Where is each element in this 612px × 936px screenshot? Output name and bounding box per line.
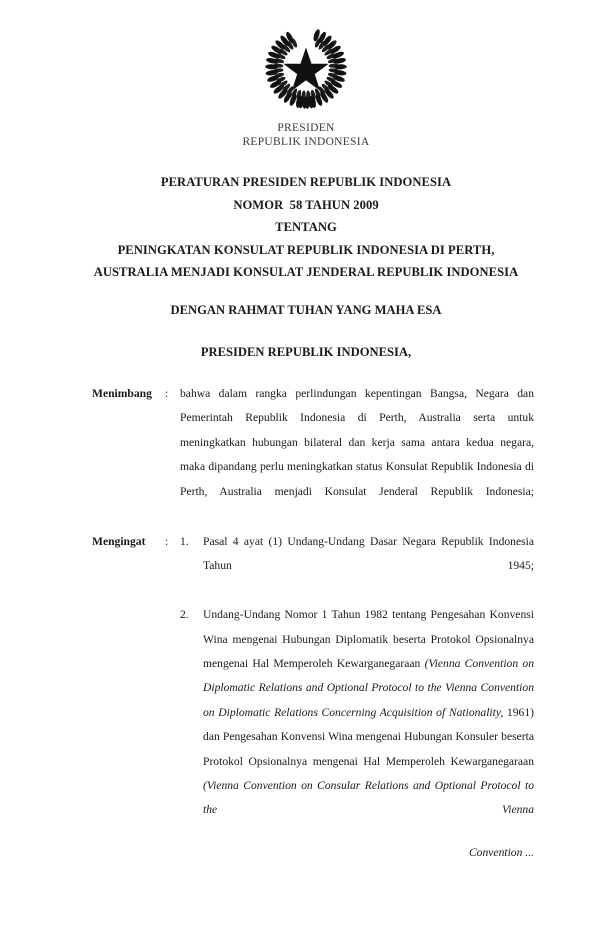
mengingat-list — [180, 530, 534, 847]
heading-presiden-republik-indonesia: PRESIDEN REPUBLIK INDONESIA, — [200, 345, 412, 359]
clause-colon-mengingat: : — [165, 535, 169, 548]
list-item-text: Undang-Undang Nomor 1 Tahun 1982 tentang Pengesahan Konvensi Wina mengenai Hubungan Diplomatik beserta Protokol Opsionalnya mengenai Hal Memperoleh Kewarganegaraan (Vienna Convention on Diplomatic Relations and Optional Protocol to the Vienna Convention on Diplomatic Relations Concerning Acquisition of Nationality, 1961) dan Pengesahan Konvensi Wina mengenai Hubungan Konsuler beserta Protokol Opsionalnya mengenai Hal Memperoleh Kewarganegaraan (Vienna Convention on Consular Relations and Optional Protocol to the Vienna — [203, 608, 534, 817]
list-item-italic-citation-1: (Vienna Convention on Diplomatic Relations and Optional Protocol to the Vienna Convention on Diplomatic Relations Concerning Acquisition of Nationality, — [203, 657, 534, 719]
list-item-number: 2. — [180, 608, 189, 622]
clause-mengingat — [92, 530, 534, 847]
title-line-subject-2: AUSTRALIA MENJADI KONSULAT JENDERAL REPUBLIK INDONESIA — [93, 265, 519, 279]
emblem-block — [0, 26, 612, 149]
clause-body-menimbang — [180, 382, 534, 528]
clause-label-menimbang: Menimbang — [92, 387, 152, 400]
list-item — [180, 530, 534, 603]
list-item-number: 1. — [180, 535, 189, 548]
emblem-caption-line-1: PRESIDEN — [277, 122, 335, 134]
clause-label-mengingat: Mengingat — [92, 535, 146, 548]
list-item — [180, 603, 534, 847]
title-line-number: NOMOR 58 TAHUN 2009 — [233, 197, 379, 212]
clause-colon-menimbang: : — [165, 387, 169, 400]
emblem-caption-line-2: REPUBLIK INDONESIA — [242, 136, 370, 148]
page-catchword: Convention ... — [468, 846, 534, 859]
indonesia-presidential-seal-star-wreath-icon — [264, 26, 348, 110]
title-line-regulation-type: PERATURAN PRESIDEN REPUBLIK INDONESIA — [160, 175, 452, 189]
clause-menimbang — [92, 382, 534, 528]
menimbang-paragraph: bahwa dalam rangka perlindungan kepentingan Bangsa, Negara dan Pemerintah Republik Indonesia di Perth, Australia serta untuk meningkatkan hubungan bilateral dan kerja sama antara kedua negara, maka dipandang perlu meningkatkan status Konsulat Republik Indonesia di Perth, Australia menjadi Konsulat Jenderal Republik Indonesia; — [180, 387, 534, 498]
list-item-text: Pasal 4 ayat (1) Undang-Undang Dasar Negara Republik Indonesia Tahun 1945; — [203, 535, 534, 573]
document-title-block — [56, 171, 556, 284]
emblem-caption — [0, 121, 612, 149]
list-item-italic-citation-2: (Vienna Convention on Consular Relations and Optional Protocol to the Vienna — [203, 779, 534, 817]
title-line-subject-1: PENINGKATAN KONSULAT REPUBLIK INDONESIA DI PERTH, — [117, 242, 495, 257]
heading-dengan-rahmat: DENGAN RAHMAT TUHAN YANG MAHA ESA — [170, 303, 442, 317]
title-line-tentang: TENTANG — [275, 220, 337, 234]
clause-body-mengingat — [180, 530, 534, 847]
